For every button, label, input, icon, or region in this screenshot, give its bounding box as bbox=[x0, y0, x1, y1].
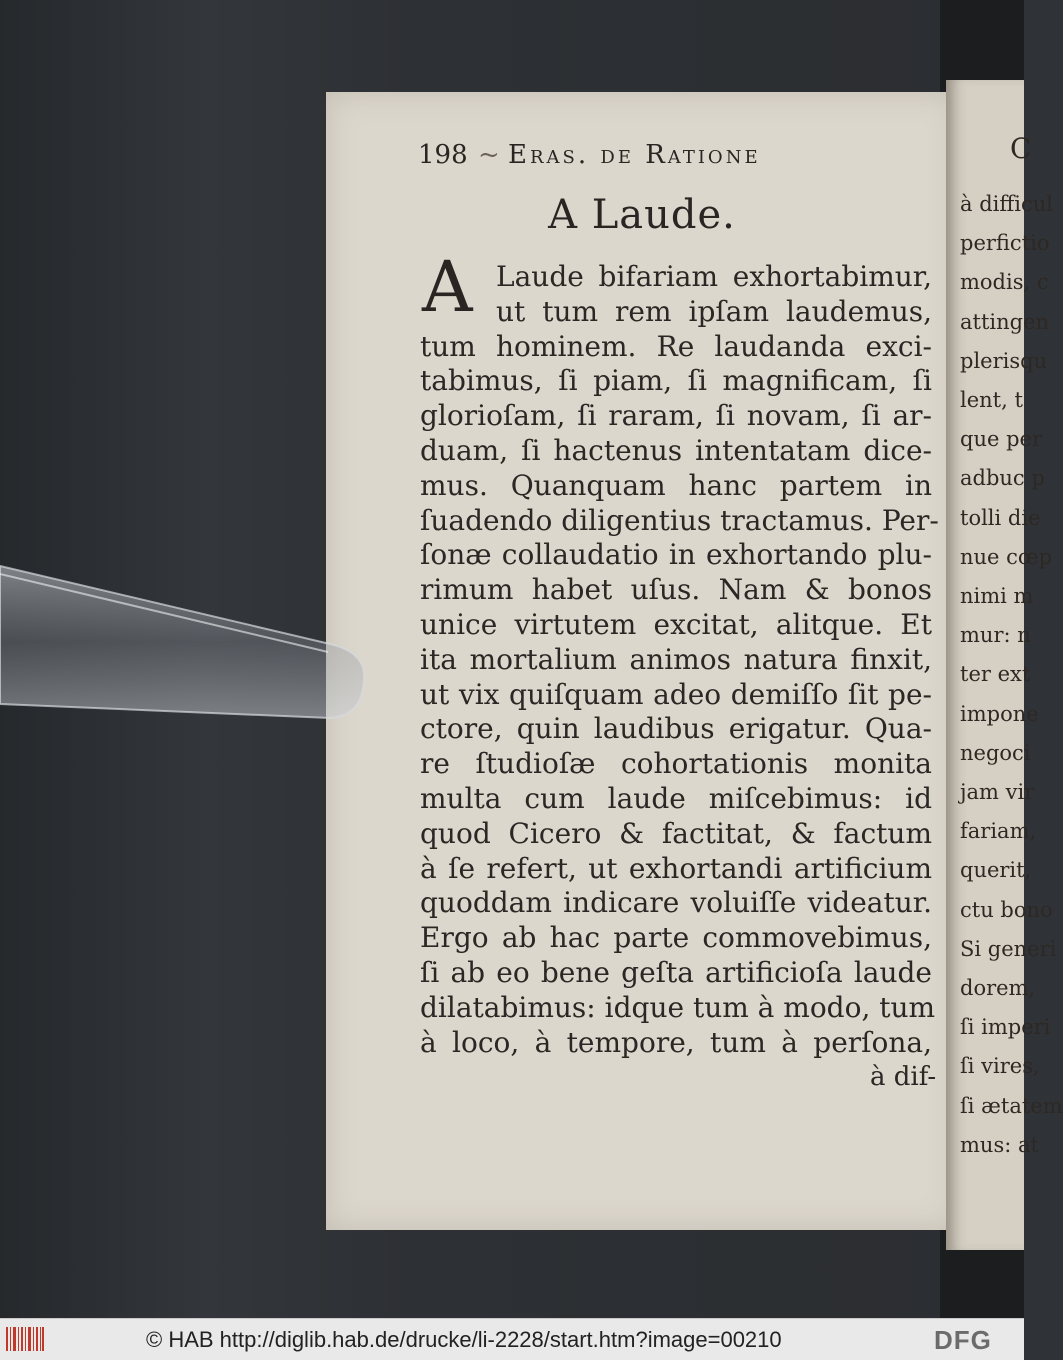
text-line: tum hominem. Re laudanda exci- bbox=[420, 329, 932, 363]
facing-text-line: ter ext bbox=[960, 662, 1031, 687]
text-line: ita mortalium animos natura finxit, bbox=[420, 642, 932, 676]
text-line: duam, ſi hactenus intentatam dice- bbox=[420, 434, 932, 467]
page-header bbox=[418, 140, 858, 170]
text-line: multa cum laude miſcebimus: id bbox=[420, 782, 932, 815]
facing-text-line: nimi m bbox=[960, 584, 1034, 608]
text-line: ctore, quin laudibus erigatur. Qua- bbox=[420, 712, 932, 746]
facing-text-line: plerisqu bbox=[960, 348, 1048, 373]
facing-text-line: jam vir bbox=[960, 780, 1035, 804]
text-line: à ſe refert, ut exhortandi artificium bbox=[420, 851, 932, 885]
text-line: quod Cicero & factitat, & factum bbox=[420, 816, 932, 850]
facing-text-line: ſi vires, bbox=[960, 1054, 1040, 1079]
text-line: glorioſam, ſi raram, ſi novam, ſi ar- bbox=[420, 399, 932, 433]
dfg-logo: DFG bbox=[934, 1325, 992, 1355]
text-line: ut vix quiſquam adeo demiſſo ſit pe- bbox=[420, 677, 932, 711]
footer-bar bbox=[0, 1318, 1024, 1360]
facing-text-line: mur: n bbox=[960, 623, 1031, 648]
facing-text-line: impone bbox=[960, 701, 1039, 726]
facing-text-line: negoci bbox=[960, 740, 1031, 765]
facing-page-edge bbox=[946, 80, 1063, 1250]
facing-text-line: querit, bbox=[960, 858, 1032, 883]
text-line: Laude bifariam exhortabimur, bbox=[496, 260, 932, 293]
facing-text-line: perfictio bbox=[960, 231, 1050, 256]
text-line: ſuadendo diligentius tractamus. Per- bbox=[420, 503, 939, 537]
facing-page-initial: C bbox=[1010, 132, 1032, 165]
facing-text-line: ſi ætatem bbox=[960, 1093, 1063, 1118]
facing-text-line: ſi imperi bbox=[960, 1015, 1051, 1040]
book-page bbox=[326, 92, 958, 1230]
copyright-link[interactable]: © HAB http://diglib.hab.de/drucke/li-2228/start.htm?image=00210 bbox=[146, 1327, 782, 1352]
header-ornament: ~ bbox=[478, 140, 500, 170]
text-line: mus. Quanquam hanc partem in bbox=[420, 468, 932, 502]
facing-text-line: tolli die bbox=[960, 505, 1041, 530]
text-line: à loco, à tempore, tum à perſona, bbox=[420, 1025, 932, 1059]
facing-text-line: attingen bbox=[960, 309, 1050, 334]
facing-text-line: à difficul bbox=[960, 192, 1053, 216]
text-line: re ſtudioſæ cohortationis monita bbox=[420, 747, 932, 781]
text-line: dilatabimus: idque tum à modo, tum bbox=[420, 990, 936, 1024]
facing-text-line: que per bbox=[960, 427, 1042, 452]
facing-text-line: adbuc p bbox=[960, 466, 1045, 491]
catchword: à dif- bbox=[870, 1062, 937, 1092]
running-head: Eras. de Ratione bbox=[508, 140, 761, 170]
facing-text-line: mus: at bbox=[960, 1132, 1039, 1157]
facing-text-line: ctu bono bbox=[960, 897, 1053, 922]
glass-page-holder bbox=[0, 566, 370, 726]
text-line: rimum habet uſus. Nam & bonos bbox=[420, 573, 932, 607]
facing-text-line: nue cœp bbox=[960, 544, 1053, 569]
page-number: 198 bbox=[418, 140, 468, 170]
text-line: ſi ab eo bene geſta artificioſa laude bbox=[420, 956, 932, 989]
text-line: Ergo ab hac parte commovebimus, bbox=[420, 921, 932, 955]
barcode-icon bbox=[6, 1327, 44, 1351]
text-line: quoddam indicare voluiſſe videatur. bbox=[420, 886, 932, 920]
facing-text-line: lent, t bbox=[960, 388, 1023, 412]
text-line: tabimus, ſi piam, ſi magnificam, ſi bbox=[420, 364, 932, 398]
facing-text-line: dorem, bbox=[960, 976, 1036, 1000]
facing-text-line: fariam, bbox=[960, 819, 1037, 844]
drop-cap: A bbox=[422, 246, 473, 328]
section-title: A Laude. bbox=[548, 192, 736, 238]
text-line: unice virtutem excitat, alitque. Et bbox=[420, 608, 932, 641]
text-line: ſonæ collaudatio in exhortando plu- bbox=[420, 538, 932, 572]
text-line: ut tum rem ipſam laudemus, bbox=[496, 294, 932, 328]
facing-text-line: modis, c bbox=[960, 270, 1049, 295]
facing-text-line: Si generi bbox=[960, 936, 1057, 961]
